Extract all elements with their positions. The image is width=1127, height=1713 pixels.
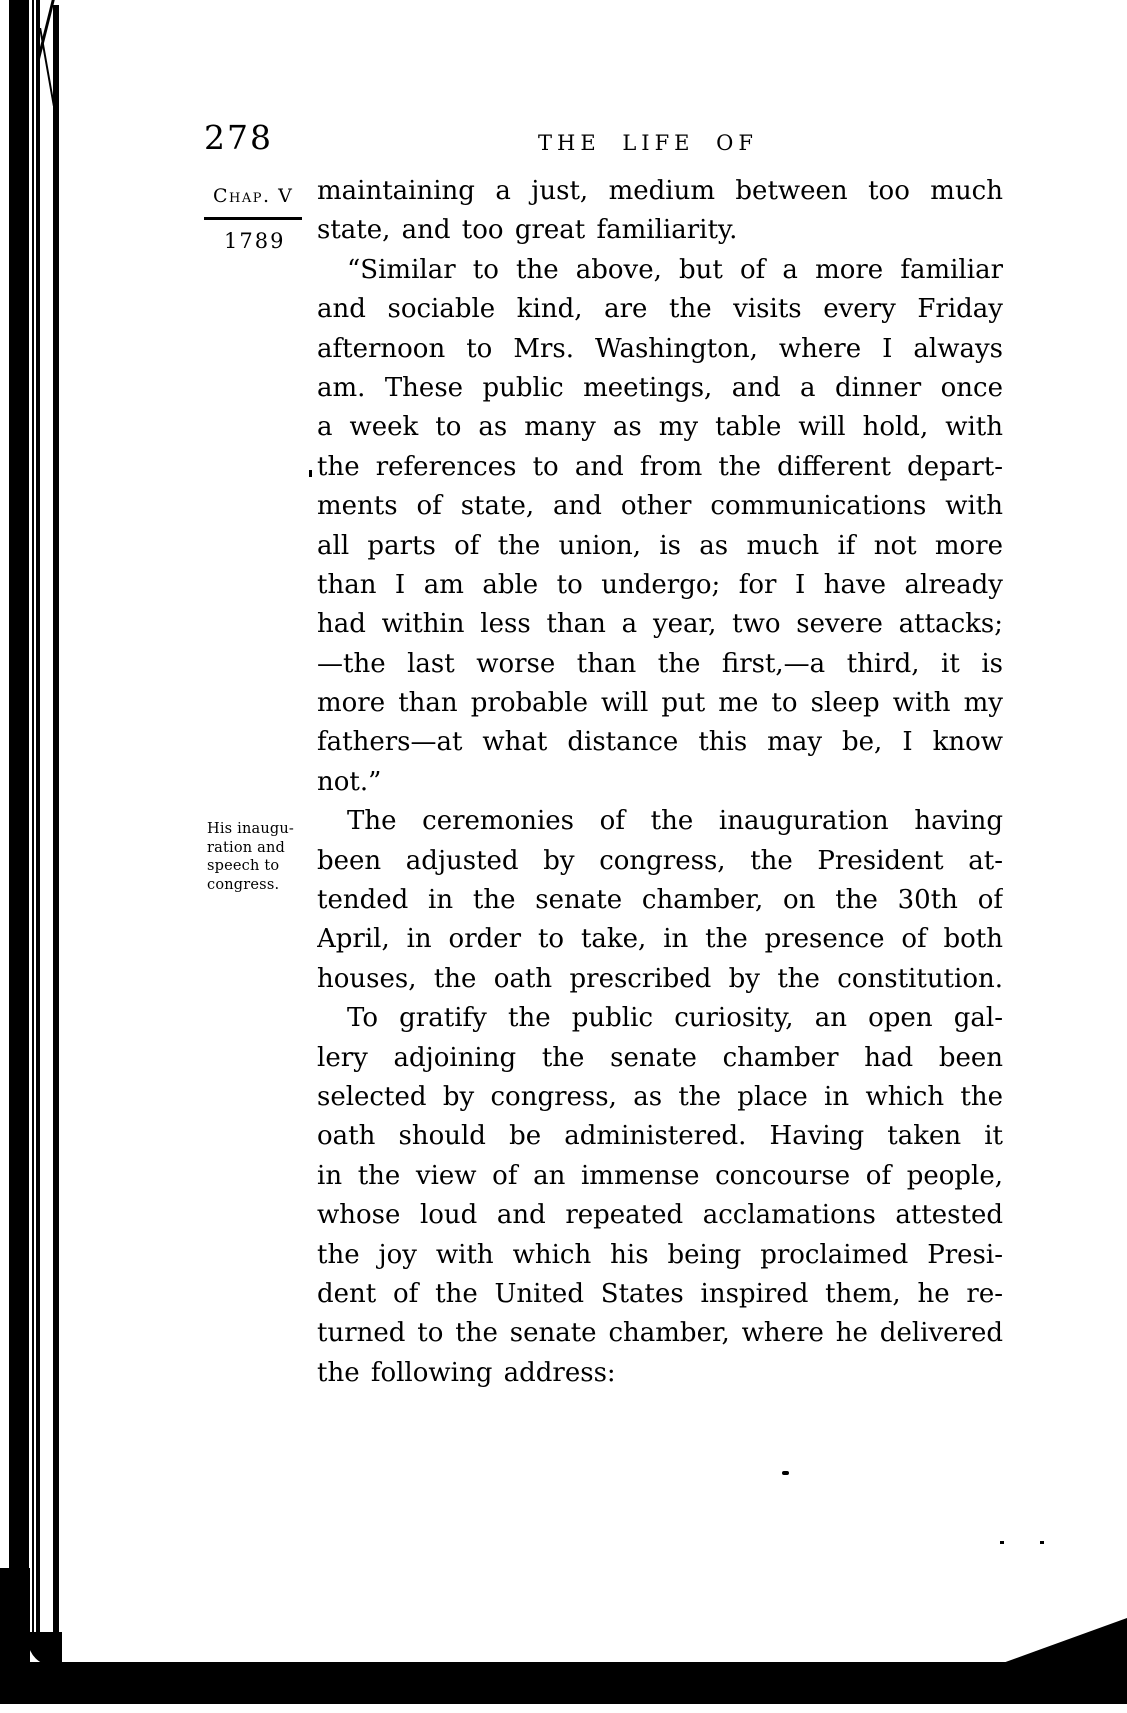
body-line: than I am able to undergo; for I have already — [317, 569, 1003, 600]
body-line: fathers—at what distance this may be, I know — [317, 727, 1003, 758]
body-line: tended in the senate chamber, on the 30th of — [317, 885, 1003, 916]
body-line: turned to the senate chamber, where he delivered — [317, 1318, 1003, 1349]
body-line: not.” — [317, 766, 382, 797]
body-line: lery adjoining the senate chamber had been — [317, 1042, 1003, 1073]
body-line: state, and too great familiarity. — [317, 215, 738, 246]
binding-gutter-line — [53, 5, 59, 1657]
body-line: maintaining a just, medium between too much — [317, 176, 1003, 206]
body-line: the joy with which his being proclaimed Presi- — [317, 1239, 1003, 1270]
scan-speck — [1000, 1541, 1004, 1544]
binding-gutter-line — [32, 0, 34, 1650]
page-number: 278 — [204, 118, 273, 157]
body-line: more than probable will put me to sleep with my — [317, 688, 1003, 719]
body-line: oath should be administered. Having taken it — [317, 1121, 1003, 1152]
scan-speck — [782, 1471, 789, 1475]
scan-speck — [1040, 1541, 1044, 1544]
scanner-band-bottom — [0, 1662, 1127, 1704]
body-line: the following address: — [317, 1357, 616, 1388]
body-line: The ceremonies of the inauguration having — [347, 806, 1003, 837]
margin-note-line: congress. — [207, 876, 280, 893]
body-line: dent of the United States inspired them, he re- — [317, 1278, 1003, 1309]
binding-gutter-curve — [28, 1632, 62, 1666]
body-line: a week to as many as my table will hold, with — [317, 412, 1003, 443]
scan-speck — [309, 470, 312, 477]
body-line: all parts of the union, is as much if not more — [317, 530, 1003, 561]
body-line: afternoon to Mrs. Washington, where I always — [317, 333, 1003, 364]
binding-gutter-band — [9, 0, 29, 1704]
body-line: and sociable kind, are the visits every Friday — [317, 294, 1003, 325]
body-line: To gratify the public curiosity, an open gal- — [347, 1003, 1003, 1034]
body-line: ments of state, and other communications with — [317, 491, 1003, 522]
margin-note-line: His inaugu- — [207, 821, 295, 837]
body-line: been adjusted by congress, the President at- — [317, 845, 1003, 876]
chapter-rule — [204, 217, 302, 220]
body-line: April, in order to take, in the presence of both — [317, 924, 1003, 955]
body-line: the references to and from the different depart- — [317, 451, 1003, 482]
body-line: selected by congress, as the place in which the — [317, 1081, 1003, 1112]
margin-note-line: speech to — [207, 858, 280, 874]
body-line: houses, the oath prescribed by the constitution. — [317, 963, 1003, 994]
running-head: THE LIFE OF — [538, 131, 758, 155]
body-line: whose loud and repeated acclamations attested — [317, 1200, 1003, 1231]
year-label: 1789 — [224, 229, 286, 253]
scanner-band-bottom — [1000, 1618, 1127, 1664]
body-line: in the view of an immense concourse of people, — [317, 1160, 1003, 1191]
margin-note — [207, 820, 311, 894]
body-line: —the last worse than the first,—a third, it is — [317, 648, 1003, 679]
body-line: “Similar to the above, but of a more familiar — [347, 254, 1003, 285]
body-line: am. These public meetings, and a dinner once — [317, 372, 1003, 403]
body-text — [317, 172, 1003, 1393]
margin-note-line: ration and — [207, 839, 285, 856]
chapter-label: Chap. V — [213, 185, 294, 207]
body-line: had within less than a year, two severe attacks; — [317, 609, 1003, 640]
binding-gutter-line — [36, 0, 40, 1646]
